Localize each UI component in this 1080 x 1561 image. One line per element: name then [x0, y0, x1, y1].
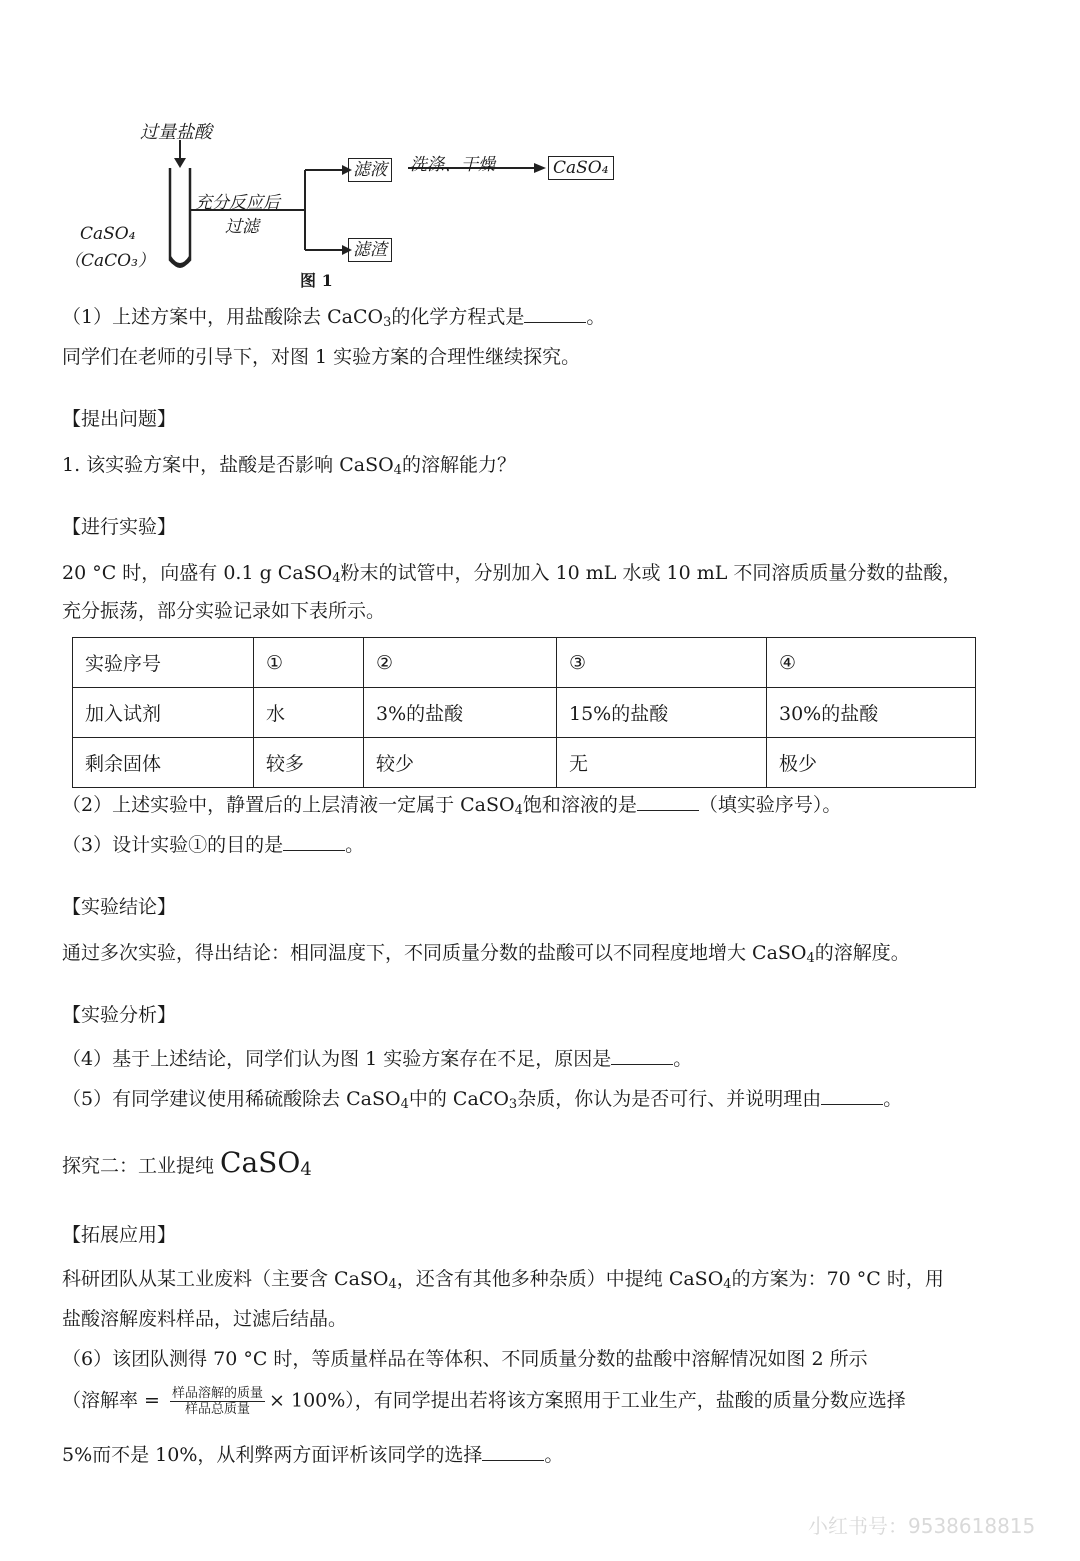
figure-1-sample-line1: CaSO₄	[80, 224, 136, 244]
intro-text: 同学们在老师的引导下，对图 1 实验方案的合理性继续探究。	[62, 346, 581, 368]
figure-1-reagent-label: 过量盐酸	[140, 122, 212, 143]
table-cell: 剩余固体	[73, 738, 254, 788]
answer-blank[interactable]	[524, 304, 586, 323]
heading-analysis: 【实验分析】	[62, 1004, 177, 1026]
heading-application: 【拓展应用】	[62, 1224, 177, 1246]
answer-blank[interactable]	[637, 792, 699, 811]
experiment-text-line1: 20 °C 时，向盛有 0.1 g CaSO$_4$粉末的试管中，分别加入 10 mL 水或 10 mL 不同溶质质量分数的盐酸，	[62, 562, 962, 586]
table-cell: ③	[557, 638, 767, 688]
table-cell: 极少	[767, 738, 976, 788]
table-cell: 实验序号	[73, 638, 254, 688]
table-cell: 较多	[254, 738, 364, 788]
question-6-line3: 5%而不是 10%，从利弊两方面评析该同学的选择 。	[62, 1444, 564, 1466]
table-cell: 较少	[364, 738, 557, 788]
question-2: （2）上述实验中，静置后的上层清液一定属于 CaSO$_4$饱和溶液的是 （填实验序号）。	[62, 794, 842, 818]
experiment-text-line2: 充分振荡，部分实验记录如下表所示。	[62, 600, 386, 622]
heading-question: 【提出问题】	[62, 408, 177, 430]
figure-1-caption: 图 1	[300, 271, 333, 290]
table-cell: 30%的盐酸	[767, 688, 976, 738]
question-1: （1）上述方案中，用盐酸除去 CaCO$_3$的化学方程式是 。	[62, 306, 606, 330]
figure-1-box-filtrate: 滤液	[348, 158, 392, 182]
figure-1-sample-line2: （CaCO₃）	[64, 251, 155, 271]
figure-1-arrow-label-bottom: 过滤	[225, 217, 259, 237]
table-cell: ①	[254, 638, 364, 688]
figure-1-box-product: CaSO₄	[548, 156, 614, 180]
table-row	[73, 638, 976, 688]
table-cell: 无	[557, 738, 767, 788]
figure-1-arrow-label-top: 充分反应后	[195, 193, 280, 213]
application-text-line2: 盐酸溶解废料样品，过滤后结晶。	[62, 1308, 348, 1330]
conclusion-text: 通过多次实验，得出结论：相同温度下，不同质量分数的盐酸可以不同程度地增大 CaSO$_4$的溶解度。	[62, 942, 910, 966]
section-2-title: 探究二：工业提纯 CaSO$_4$	[62, 1146, 312, 1180]
table-cell: 15%的盐酸	[557, 688, 767, 738]
application-text-line1: 科研团队从某工业废料（主要含 CaSO$_4$，还含有其他多种杂质）中提纯 CaSO$_4$的方案为：70 °C 时，用	[62, 1268, 944, 1292]
answer-blank[interactable]	[283, 832, 345, 851]
question-text-1: 1. 该实验方案中，盐酸是否影响 CaSO$_4$的溶解能力？	[62, 454, 516, 478]
question-6-line1: （6）该团队测得 70 °C 时，等质量样品在等体积、不同质量分数的盐酸中溶解情况如图 2 所示	[62, 1348, 868, 1370]
question-5: （5）有同学建议使用稀硫酸除去 CaSO$_4$中的 CaCO$_3$杂质，你认为是否可行、并说明理由 。	[62, 1088, 903, 1112]
table-cell: 3%的盐酸	[364, 688, 557, 738]
question-3: （3）设计实验①的目的是 。	[62, 834, 365, 856]
table-cell: ④	[767, 638, 976, 688]
question-6-line2: （溶解率 = $\frac{\text{样品溶解的质量}}{\text{样品总质量}}$ × 100%），有同学提出若将该方案照用于工业生产，盐酸的质量分数应选择	[62, 1386, 906, 1417]
answer-blank[interactable]	[482, 1442, 544, 1461]
figure-1-step-label: 洗涤、干燥	[410, 155, 495, 175]
table-row	[73, 738, 976, 788]
figure-1-box-residue: 滤渣	[348, 238, 392, 262]
answer-blank[interactable]	[821, 1086, 883, 1105]
solubility-fraction: $\frac{\text{样品溶解的质量}}{\text{样品总质量}}$	[172, 1386, 264, 1417]
table-row	[73, 688, 976, 738]
answer-blank[interactable]	[611, 1046, 673, 1065]
heading-conclusion: 【实验结论】	[62, 896, 177, 918]
heading-experiment: 【进行实验】	[62, 516, 177, 538]
question-4: （4）基于上述结论，同学们认为图 1 实验方案存在不足，原因是 。	[62, 1048, 693, 1070]
experiment-record-table	[72, 637, 976, 788]
table-cell: 水	[254, 688, 364, 738]
table-cell: ②	[364, 638, 557, 688]
table-cell: 加入试剂	[73, 688, 254, 738]
watermark: 小红书号：9538618815	[808, 1514, 1036, 1538]
